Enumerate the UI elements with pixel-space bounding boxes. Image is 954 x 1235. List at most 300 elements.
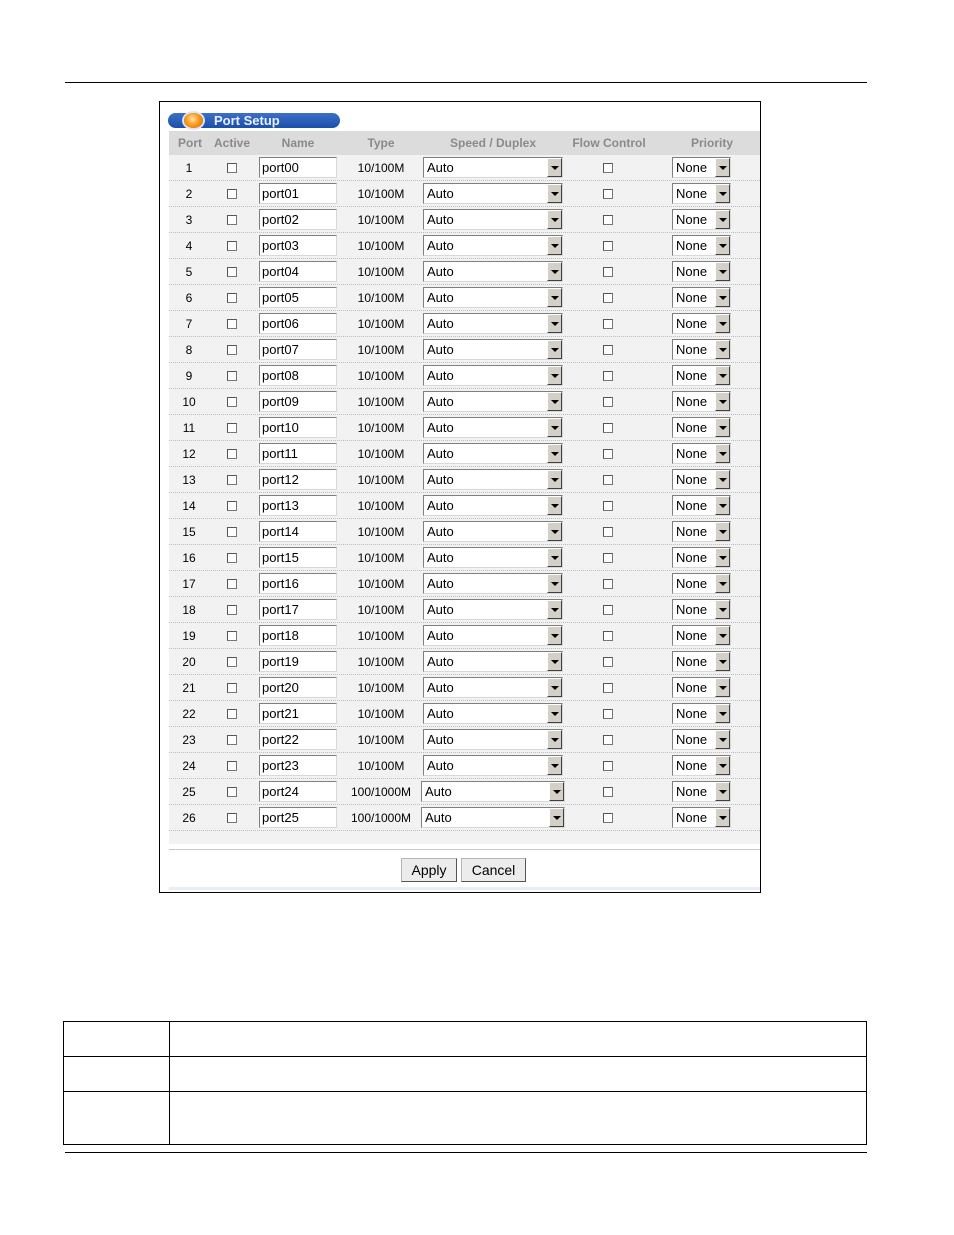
page-bottom-rule	[65, 1152, 867, 1153]
port-number: 6	[185, 291, 193, 305]
priority-select[interactable]	[672, 157, 731, 178]
priority-value: None	[676, 680, 708, 695]
active-checkbox[interactable]	[227, 215, 237, 225]
speed-duplex-select[interactable]	[423, 339, 563, 360]
priority-select[interactable]	[672, 495, 731, 516]
chevron-down-icon[interactable]	[715, 496, 730, 515]
chevron-down-icon[interactable]	[715, 548, 730, 567]
speed-duplex-value: Auto	[427, 524, 454, 539]
active-checkbox[interactable]	[227, 319, 237, 329]
speed-duplex-value: Auto	[427, 628, 454, 643]
speed-duplex-value: Auto	[427, 368, 454, 383]
priority-value: None	[676, 524, 708, 539]
speed-duplex-value: Auto	[427, 706, 454, 721]
active-checkbox[interactable]	[227, 657, 237, 667]
speed-duplex-select[interactable]	[423, 183, 563, 204]
speed-duplex-value: Auto	[427, 732, 454, 747]
speed-duplex-select[interactable]	[423, 417, 563, 438]
port-number: 17	[182, 577, 196, 591]
priority-value: None	[676, 342, 708, 357]
chevron-down-icon[interactable]	[547, 366, 562, 385]
speed-duplex-select[interactable]	[421, 807, 565, 828]
port-type: 10/100M	[357, 603, 405, 617]
panel-title: Port Setup	[214, 113, 280, 128]
port-type: 10/100M	[357, 629, 405, 643]
flow-control-checkbox[interactable]	[603, 319, 613, 329]
chevron-down-icon[interactable]	[715, 262, 730, 281]
port-name-input[interactable]: port24	[259, 781, 337, 802]
speed-duplex-value: Auto	[427, 602, 454, 617]
flow-control-checkbox[interactable]	[603, 657, 613, 667]
priority-value: None	[676, 706, 708, 721]
port-type: 100/1000M	[350, 811, 412, 825]
flow-control-checkbox[interactable]	[603, 813, 613, 823]
port-number: 19	[182, 629, 196, 643]
table-row	[169, 701, 760, 727]
flow-control-checkbox[interactable]	[603, 579, 613, 589]
port-name-input[interactable]: port09	[259, 391, 337, 412]
chevron-down-icon[interactable]	[549, 782, 564, 801]
priority-value: None	[676, 264, 708, 279]
port-number: 25	[182, 785, 196, 799]
chevron-down-icon[interactable]	[715, 652, 730, 671]
port-type: 10/100M	[357, 421, 405, 435]
flow-control-checkbox[interactable]	[603, 761, 613, 771]
chevron-down-icon[interactable]	[547, 184, 562, 203]
chevron-down-icon[interactable]	[715, 314, 730, 333]
active-checkbox[interactable]	[227, 449, 237, 459]
flow-control-checkbox[interactable]	[603, 163, 613, 173]
active-checkbox[interactable]	[227, 605, 237, 615]
port-number: 4	[185, 239, 193, 253]
chevron-down-icon[interactable]	[547, 548, 562, 567]
doc-table-row	[64, 1092, 867, 1145]
flow-control-checkbox[interactable]	[603, 787, 613, 797]
active-checkbox[interactable]	[227, 761, 237, 771]
speed-duplex-value: Auto	[427, 342, 454, 357]
priority-select[interactable]	[672, 755, 731, 776]
chevron-down-icon[interactable]	[715, 730, 730, 749]
port-type: 10/100M	[357, 577, 405, 591]
chevron-down-icon[interactable]	[715, 236, 730, 255]
doc-table-cell	[64, 1022, 170, 1057]
speed-duplex-select[interactable]	[423, 365, 563, 386]
doc-table-row	[64, 1057, 867, 1092]
table-row	[169, 545, 760, 571]
speed-duplex-value: Auto	[427, 238, 454, 253]
table-row	[169, 233, 760, 259]
speed-duplex-select[interactable]	[423, 677, 563, 698]
flow-control-checkbox[interactable]	[603, 553, 613, 563]
active-checkbox[interactable]	[227, 397, 237, 407]
priority-select[interactable]	[672, 261, 731, 282]
port-type: 10/100M	[357, 161, 405, 175]
flow-control-checkbox[interactable]	[603, 423, 613, 433]
column-header-active: Active	[213, 136, 251, 150]
priority-value: None	[676, 316, 708, 331]
port-type: 10/100M	[357, 187, 405, 201]
active-checkbox[interactable]	[227, 553, 237, 563]
chevron-down-icon[interactable]	[715, 626, 730, 645]
port-type: 10/100M	[357, 473, 405, 487]
flow-control-checkbox[interactable]	[603, 605, 613, 615]
table-row	[169, 337, 760, 363]
priority-value: None	[676, 186, 708, 201]
port-type: 10/100M	[357, 499, 405, 513]
active-checkbox[interactable]	[227, 293, 237, 303]
speed-duplex-select[interactable]	[423, 391, 563, 412]
port-name-input[interactable]: port19	[259, 651, 337, 672]
port-number: 26	[182, 811, 196, 825]
chevron-down-icon[interactable]	[547, 678, 562, 697]
table-row	[169, 779, 760, 805]
port-name-input[interactable]: port20	[259, 677, 337, 698]
chevron-down-icon[interactable]	[547, 262, 562, 281]
port-number: 7	[185, 317, 193, 331]
speed-duplex-value: Auto	[427, 446, 454, 461]
chevron-down-icon[interactable]	[715, 288, 730, 307]
priority-select[interactable]	[672, 391, 731, 412]
active-checkbox[interactable]	[227, 423, 237, 433]
port-name-input[interactable]: port07	[259, 339, 337, 360]
port-name-input[interactable]: port01	[259, 183, 337, 204]
active-checkbox[interactable]	[227, 527, 237, 537]
priority-value: None	[676, 160, 708, 175]
priority-value: None	[676, 420, 708, 435]
chevron-down-icon[interactable]	[715, 678, 730, 697]
priority-select[interactable]	[672, 677, 731, 698]
priority-value: None	[676, 212, 708, 227]
chevron-down-icon[interactable]	[715, 704, 730, 723]
table-row	[169, 441, 760, 467]
panel-footer-line	[169, 887, 760, 890]
priority-select[interactable]	[672, 573, 731, 594]
button-separator	[169, 849, 760, 850]
port-number: 21	[182, 681, 196, 695]
port-number: 24	[182, 759, 196, 773]
priority-value: None	[676, 290, 708, 305]
speed-duplex-select[interactable]	[423, 157, 563, 178]
priority-select[interactable]	[672, 365, 731, 386]
port-setup-frame	[159, 101, 761, 893]
speed-duplex-select[interactable]	[423, 521, 563, 542]
priority-select[interactable]	[672, 313, 731, 334]
orb-icon	[184, 113, 203, 128]
chevron-down-icon[interactable]	[715, 158, 730, 177]
port-type: 10/100M	[357, 759, 405, 773]
flow-control-checkbox[interactable]	[603, 397, 613, 407]
table-row	[169, 181, 760, 207]
column-header-speed-duplex: Speed / Duplex	[449, 136, 537, 150]
priority-value: None	[676, 628, 708, 643]
priority-select[interactable]	[672, 183, 731, 204]
port-name-input[interactable]: port16	[259, 573, 337, 594]
active-checkbox[interactable]	[227, 579, 237, 589]
port-number: 20	[182, 655, 196, 669]
active-checkbox[interactable]	[227, 813, 237, 823]
chevron-down-icon[interactable]	[547, 652, 562, 671]
speed-duplex-value: Auto	[427, 316, 454, 331]
doc-table-cell	[170, 1022, 867, 1057]
chevron-down-icon[interactable]	[547, 470, 562, 489]
chevron-down-icon[interactable]	[715, 470, 730, 489]
table-row	[169, 649, 760, 675]
chevron-down-icon[interactable]	[547, 756, 562, 775]
table-row	[169, 623, 760, 649]
priority-value: None	[676, 550, 708, 565]
flow-control-checkbox[interactable]	[603, 683, 613, 693]
port-type: 10/100M	[357, 681, 405, 695]
port-type: 10/100M	[357, 447, 405, 461]
priority-value: None	[676, 758, 708, 773]
table-row	[169, 753, 760, 779]
priority-select[interactable]	[672, 625, 731, 646]
speed-duplex-select[interactable]	[421, 781, 565, 802]
speed-duplex-select[interactable]	[423, 703, 563, 724]
table-row	[169, 805, 760, 831]
speed-duplex-select[interactable]	[423, 547, 563, 568]
priority-select[interactable]	[672, 729, 731, 750]
speed-duplex-select[interactable]	[423, 651, 563, 672]
flow-control-checkbox[interactable]	[603, 501, 613, 511]
port-name-input[interactable]: port10	[259, 417, 337, 438]
table-row	[169, 389, 760, 415]
port-name-input[interactable]: port13	[259, 495, 337, 516]
speed-duplex-value: Auto	[427, 576, 454, 591]
doc-table	[63, 1021, 867, 1145]
chevron-down-icon[interactable]	[715, 782, 730, 801]
speed-duplex-select[interactable]	[423, 313, 563, 334]
speed-duplex-select[interactable]	[423, 287, 563, 308]
port-type: 10/100M	[357, 369, 405, 383]
priority-select[interactable]	[672, 443, 731, 464]
priority-select[interactable]	[672, 209, 731, 230]
chevron-down-icon[interactable]	[547, 158, 562, 177]
port-name-input[interactable]: port08	[259, 365, 337, 386]
chevron-down-icon[interactable]	[547, 392, 562, 411]
flow-control-checkbox[interactable]	[603, 475, 613, 485]
port-type: 10/100M	[357, 317, 405, 331]
table-row	[169, 155, 760, 181]
speed-duplex-select[interactable]	[423, 729, 563, 750]
port-name-input[interactable]: port17	[259, 599, 337, 620]
priority-value: None	[676, 368, 708, 383]
priority-select[interactable]	[672, 547, 731, 568]
chevron-down-icon[interactable]	[547, 210, 562, 229]
apply-button[interactable]: Apply	[401, 858, 457, 882]
speed-duplex-value: Auto	[427, 420, 454, 435]
priority-select[interactable]	[672, 599, 731, 620]
doc-table-row	[64, 1022, 867, 1057]
active-checkbox[interactable]	[227, 631, 237, 641]
speed-duplex-select[interactable]	[423, 469, 563, 490]
flow-control-checkbox[interactable]	[603, 189, 613, 199]
speed-duplex-select[interactable]	[423, 755, 563, 776]
chevron-down-icon[interactable]	[715, 444, 730, 463]
port-number: 8	[185, 343, 193, 357]
active-checkbox[interactable]	[227, 371, 237, 381]
active-checkbox[interactable]	[227, 735, 237, 745]
priority-select[interactable]	[672, 339, 731, 360]
flow-control-checkbox[interactable]	[603, 267, 613, 277]
table-row	[169, 285, 760, 311]
priority-value: None	[676, 446, 708, 461]
chevron-down-icon[interactable]	[715, 392, 730, 411]
chevron-down-icon[interactable]	[715, 522, 730, 541]
speed-duplex-select[interactable]	[423, 261, 563, 282]
table-row	[169, 519, 760, 545]
chevron-down-icon[interactable]	[547, 496, 562, 515]
port-type: 10/100M	[357, 213, 405, 227]
active-checkbox[interactable]	[227, 267, 237, 277]
priority-value: None	[676, 810, 708, 825]
active-checkbox[interactable]	[227, 345, 237, 355]
column-header-type: Type	[367, 136, 395, 150]
port-name-input[interactable]: port25	[259, 807, 337, 828]
priority-select[interactable]	[672, 469, 731, 490]
chevron-down-icon[interactable]	[547, 314, 562, 333]
chevron-down-icon[interactable]	[547, 418, 562, 437]
port-number: 23	[182, 733, 196, 747]
priority-select[interactable]	[672, 521, 731, 542]
speed-duplex-value: Auto	[427, 498, 454, 513]
active-checkbox[interactable]	[227, 787, 237, 797]
port-name-input[interactable]: port02	[259, 209, 337, 230]
chevron-down-icon[interactable]	[715, 366, 730, 385]
speed-duplex-select[interactable]	[423, 625, 563, 646]
flow-control-checkbox[interactable]	[603, 735, 613, 745]
chevron-down-icon[interactable]	[715, 340, 730, 359]
cancel-button[interactable]: Cancel	[461, 858, 526, 882]
speed-duplex-value: Auto	[427, 654, 454, 669]
port-name-input[interactable]: port11	[259, 443, 337, 464]
port-name-input[interactable]: port21	[259, 703, 337, 724]
priority-select[interactable]	[672, 703, 731, 724]
table-row	[169, 311, 760, 337]
chevron-down-icon[interactable]	[547, 600, 562, 619]
port-name-input[interactable]: port05	[259, 287, 337, 308]
chevron-down-icon[interactable]	[715, 418, 730, 437]
port-number: 5	[185, 265, 193, 279]
chevron-down-icon[interactable]	[547, 730, 562, 749]
speed-duplex-value: Auto	[427, 212, 454, 227]
flow-control-checkbox[interactable]	[603, 709, 613, 719]
chevron-down-icon[interactable]	[547, 704, 562, 723]
flow-control-checkbox[interactable]	[603, 631, 613, 641]
chevron-down-icon[interactable]	[715, 600, 730, 619]
priority-select[interactable]	[672, 781, 731, 802]
port-name-input[interactable]: port06	[259, 313, 337, 334]
chevron-down-icon[interactable]	[547, 340, 562, 359]
active-checkbox[interactable]	[227, 189, 237, 199]
chevron-down-icon[interactable]	[715, 184, 730, 203]
priority-select[interactable]	[672, 287, 731, 308]
flow-control-checkbox[interactable]	[603, 241, 613, 251]
active-checkbox[interactable]	[227, 683, 237, 693]
priority-value: None	[676, 602, 708, 617]
port-number: 10	[182, 395, 196, 409]
chevron-down-icon[interactable]	[547, 444, 562, 463]
chevron-down-icon[interactable]	[547, 574, 562, 593]
chevron-down-icon[interactable]	[547, 288, 562, 307]
speed-duplex-value: Auto	[427, 550, 454, 565]
chevron-down-icon[interactable]	[547, 626, 562, 645]
priority-select[interactable]	[672, 807, 731, 828]
speed-duplex-value: Auto	[427, 758, 454, 773]
speed-duplex-select[interactable]	[423, 495, 563, 516]
priority-select[interactable]	[672, 651, 731, 672]
panel-title-bar	[168, 113, 340, 128]
port-name-input[interactable]: port23	[259, 755, 337, 776]
port-name-input[interactable]: port04	[259, 261, 337, 282]
port-name-input[interactable]: port15	[259, 547, 337, 568]
table-row	[169, 363, 760, 389]
port-name-input[interactable]: port14	[259, 521, 337, 542]
flow-control-checkbox[interactable]	[603, 345, 613, 355]
chevron-down-icon[interactable]	[547, 236, 562, 255]
active-checkbox[interactable]	[227, 241, 237, 251]
speed-duplex-select[interactable]	[423, 209, 563, 230]
chevron-down-icon[interactable]	[547, 522, 562, 541]
flow-control-checkbox[interactable]	[603, 527, 613, 537]
priority-select[interactable]	[672, 235, 731, 256]
flow-control-checkbox[interactable]	[603, 293, 613, 303]
port-name-input[interactable]: port12	[259, 469, 337, 490]
chevron-down-icon[interactable]	[715, 808, 730, 827]
speed-duplex-value: Auto	[427, 264, 454, 279]
port-number: 15	[182, 525, 196, 539]
chevron-down-icon[interactable]	[715, 756, 730, 775]
flow-control-checkbox[interactable]	[603, 215, 613, 225]
port-table-header	[169, 131, 760, 155]
port-name-input[interactable]: port22	[259, 729, 337, 750]
chevron-down-icon[interactable]	[715, 574, 730, 593]
column-header-name: Name	[281, 136, 315, 150]
flow-control-checkbox[interactable]	[603, 371, 613, 381]
chevron-down-icon[interactable]	[715, 210, 730, 229]
doc-table-cell	[64, 1057, 170, 1092]
speed-duplex-value: Auto	[425, 784, 452, 799]
speed-duplex-select[interactable]	[423, 573, 563, 594]
active-checkbox[interactable]	[227, 163, 237, 173]
active-checkbox[interactable]	[227, 709, 237, 719]
table-row	[169, 259, 760, 285]
table-row	[169, 597, 760, 623]
priority-select[interactable]	[672, 417, 731, 438]
speed-duplex-select[interactable]	[423, 235, 563, 256]
active-checkbox[interactable]	[227, 475, 237, 485]
port-type: 10/100M	[357, 733, 405, 747]
chevron-down-icon[interactable]	[549, 808, 564, 827]
table-row	[169, 415, 760, 441]
speed-duplex-select[interactable]	[423, 599, 563, 620]
flow-control-checkbox[interactable]	[603, 449, 613, 459]
port-number: 14	[182, 499, 196, 513]
speed-duplex-value: Auto	[427, 472, 454, 487]
port-name-input[interactable]: port03	[259, 235, 337, 256]
port-name-input[interactable]: port18	[259, 625, 337, 646]
port-name-input[interactable]: port00	[259, 157, 337, 178]
speed-duplex-select[interactable]	[423, 443, 563, 464]
active-checkbox[interactable]	[227, 501, 237, 511]
page-top-rule	[65, 82, 867, 83]
port-type: 10/100M	[357, 525, 405, 539]
table-row	[169, 727, 760, 753]
priority-value: None	[676, 498, 708, 513]
port-number: 16	[182, 551, 196, 565]
column-header-port: Port	[178, 136, 202, 150]
port-number: 12	[182, 447, 196, 461]
